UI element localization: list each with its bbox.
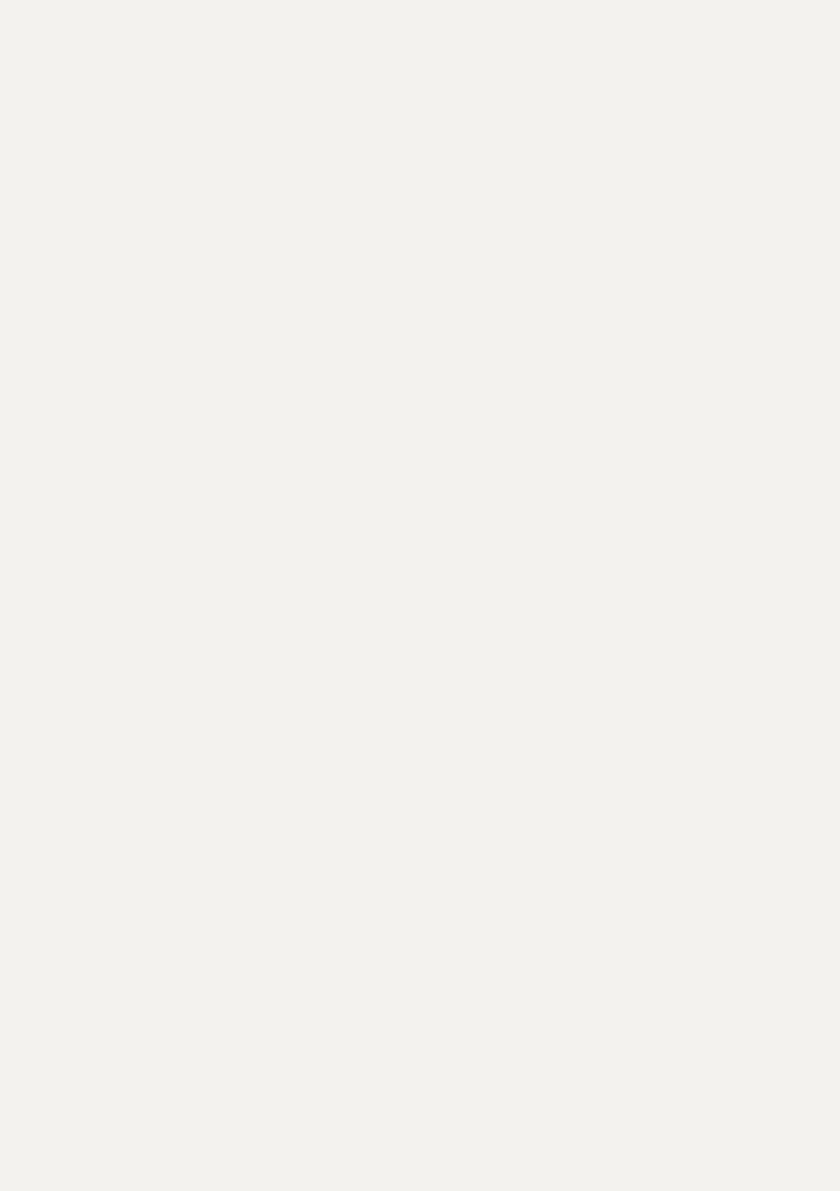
table-of-contents: [126, 78, 754, 96]
page-header-label: [126, 78, 754, 96]
